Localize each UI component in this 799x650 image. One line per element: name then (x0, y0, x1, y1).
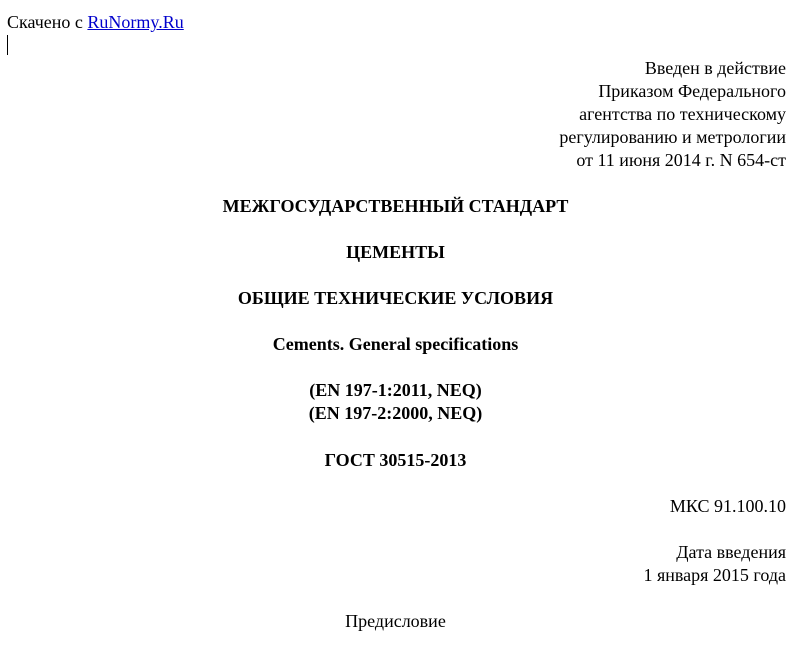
intro-date-value: 1 января 2015 года (643, 565, 786, 585)
preface-heading: Предисловие (345, 611, 446, 631)
standard-subtitle: ОБЩИЕ ТЕХНИЧЕСКИЕ УСЛОВИЯ (237, 288, 554, 308)
approval-line: Приказом Федерального (598, 81, 786, 101)
mks-code: МКС 91.100.10 (669, 496, 786, 516)
en-reference-1: (EN 197-1:2011, NEQ) (309, 380, 482, 400)
standard-type: МЕЖГОСУДАРСТВЕННЫЙ СТАНДАРТ (222, 196, 569, 216)
approval-line: агентства по техническому (579, 104, 786, 124)
download-source-line (7, 11, 184, 34)
intro-date-label: Дата введения (676, 542, 786, 562)
site-link[interactable]: RuNormy.Ru (87, 12, 184, 32)
approval-line: Введен в действие (644, 58, 786, 78)
english-title: Cements. General specifications (272, 334, 519, 354)
en-reference-2: (EN 197-2:2000, NEQ) (308, 403, 483, 423)
approval-line: от 11 июня 2014 г. N 654-ст (576, 150, 786, 170)
approval-line: регулированию и метрологии (559, 127, 786, 147)
gost-code: ГОСТ 30515-2013 (324, 450, 467, 470)
standard-name: ЦЕМЕНТЫ (346, 242, 445, 262)
downloaded-prefix: Скачено с (7, 12, 83, 32)
text-cursor (7, 35, 8, 55)
